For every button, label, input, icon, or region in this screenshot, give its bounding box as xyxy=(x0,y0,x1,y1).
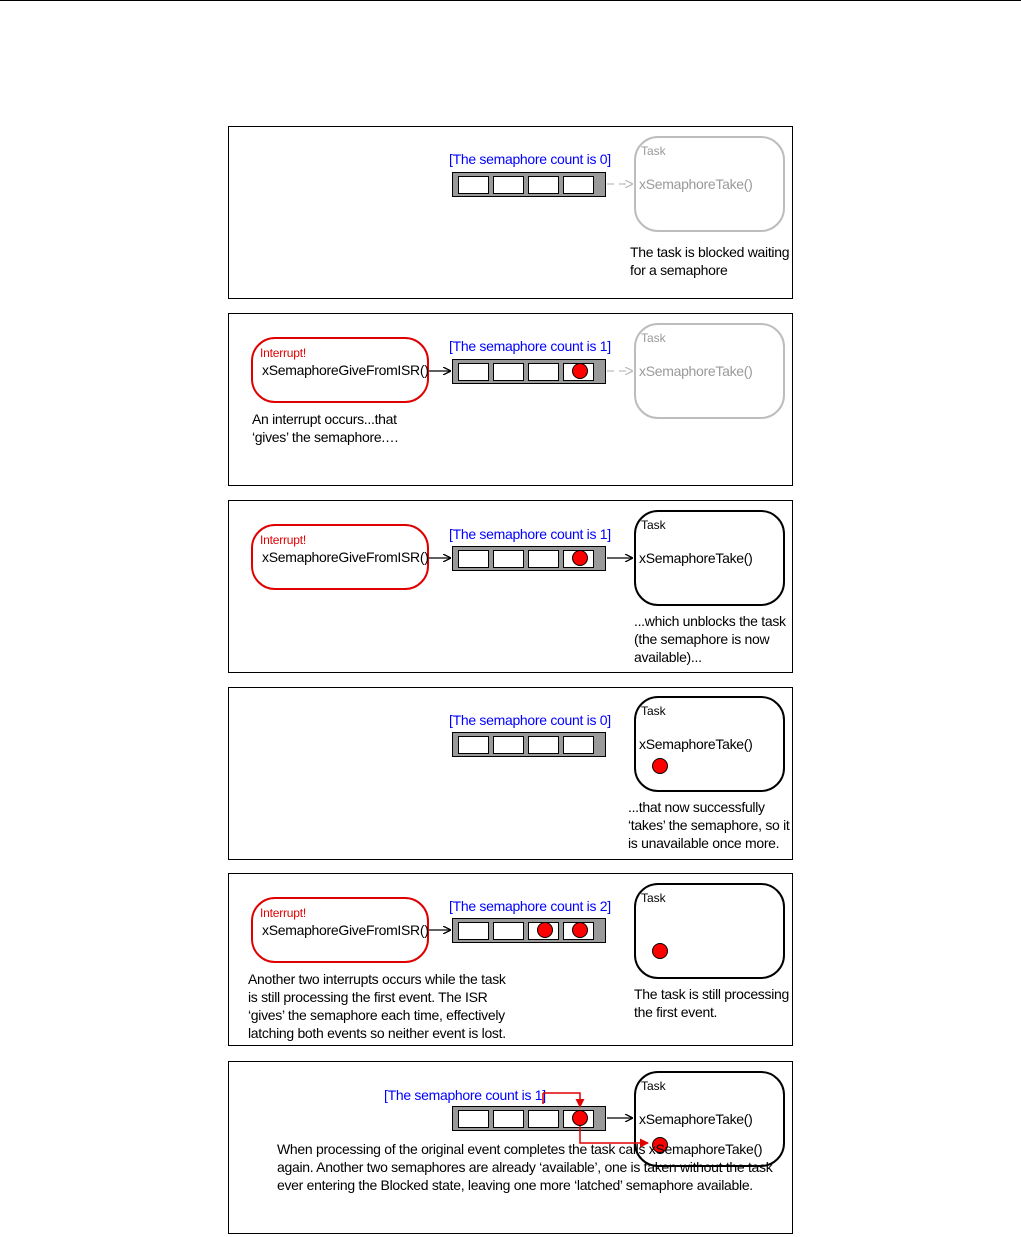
queue-slot xyxy=(528,550,559,568)
isr-function: xSemaphoreGiveFromISR() xyxy=(262,549,429,565)
right-caption: The task is blocked waiting for a semaphore xyxy=(630,244,790,278)
interrupt-box xyxy=(251,524,429,590)
semaphore-queue xyxy=(452,918,606,943)
queue-slot xyxy=(563,736,594,754)
task-function: xSemaphoreTake() xyxy=(639,363,753,379)
semaphore-queue xyxy=(452,172,606,197)
task-box xyxy=(634,883,785,979)
queue-slot xyxy=(493,922,524,940)
processing-semaphore-token xyxy=(652,943,668,959)
interrupt-label: Interrupt! xyxy=(260,346,307,360)
queue-slot xyxy=(528,176,559,194)
task-label: Task xyxy=(641,704,666,718)
semaphore-count-label: [The semaphore count is 2] xyxy=(449,898,611,914)
semaphore-count-label: [The semaphore count is 1] xyxy=(449,338,611,354)
task-box xyxy=(634,136,785,232)
semaphore-queue xyxy=(452,546,606,571)
right-caption: The task is still processing the first event. xyxy=(634,986,789,1020)
task-box xyxy=(634,696,785,792)
task-function: xSemaphoreTake() xyxy=(639,736,753,752)
task-box xyxy=(634,510,785,606)
semaphore-count-label: [The semaphore count is 0] xyxy=(449,712,611,728)
task-box xyxy=(634,323,785,419)
task-label: Task xyxy=(641,331,666,345)
right-caption: ...that now successfully ‘takes’ the semaphore, so it is unavailable once more. xyxy=(628,799,790,851)
queue-slot xyxy=(563,176,594,194)
interrupt-box xyxy=(251,897,429,963)
taken-semaphore-token xyxy=(652,758,668,774)
page-top-rule xyxy=(0,0,1021,1)
interrupt-box xyxy=(251,337,429,403)
semaphore-count-label: [The semaphore count is 1] xyxy=(384,1087,546,1103)
left-caption: Another two interrupts occurs while the task is still processing the first event. The ISR ‘gives’ the semaphore each time, effectively latching both events so neither event is lost. xyxy=(248,971,506,1041)
task-label: Task xyxy=(641,518,666,532)
queue-slot xyxy=(493,736,524,754)
queue-slot xyxy=(458,922,489,940)
isr-function: xSemaphoreGiveFromISR() xyxy=(262,362,429,378)
semaphore-token xyxy=(572,363,588,379)
queue-slot xyxy=(458,1110,489,1128)
semaphore-count-label: [The semaphore count is 0] xyxy=(449,151,611,167)
task-function: xSemaphoreTake() xyxy=(639,550,753,566)
queue-slot xyxy=(528,1110,559,1128)
semaphore-count-label: [The semaphore count is 1] xyxy=(449,526,611,542)
queue-slot xyxy=(493,1110,524,1128)
task-label: Task xyxy=(641,1079,666,1093)
task-function: xSemaphoreTake() xyxy=(639,176,753,192)
queue-slot xyxy=(458,176,489,194)
queue-slot xyxy=(458,736,489,754)
semaphore-token xyxy=(572,550,588,566)
interrupt-label: Interrupt! xyxy=(260,906,307,920)
semaphore-queue xyxy=(452,359,606,384)
semaphore-queue xyxy=(452,1106,606,1131)
queue-slot xyxy=(528,363,559,381)
queue-slot xyxy=(493,363,524,381)
left-caption: An interrupt occurs...that ‘gives’ the semaphore.… xyxy=(252,411,399,445)
task-label: Task xyxy=(641,144,666,158)
right-caption: ...which unblocks the task (the semaphore is now available)... xyxy=(634,613,786,665)
semaphore-queue xyxy=(452,732,606,757)
queue-slot xyxy=(493,550,524,568)
semaphore-token xyxy=(537,922,553,938)
queue-slot xyxy=(493,176,524,194)
interrupt-label: Interrupt! xyxy=(260,533,307,547)
queue-slot xyxy=(458,363,489,381)
semaphore-token xyxy=(572,1110,588,1126)
task-function: xSemaphoreTake() xyxy=(639,1111,753,1127)
task-label: Task xyxy=(641,891,666,905)
queue-slot xyxy=(458,550,489,568)
isr-function: xSemaphoreGiveFromISR() xyxy=(262,922,429,938)
queue-slot xyxy=(528,736,559,754)
semaphore-token xyxy=(572,922,588,938)
bottom-caption: When processing of the original event completes the task calls xSemaphoreTake() again. Another two semaphores are already ‘available’, one is taken without the task ever entering the Blocked state, leaving one more ‘latched’ semaphore available. xyxy=(277,1141,773,1193)
